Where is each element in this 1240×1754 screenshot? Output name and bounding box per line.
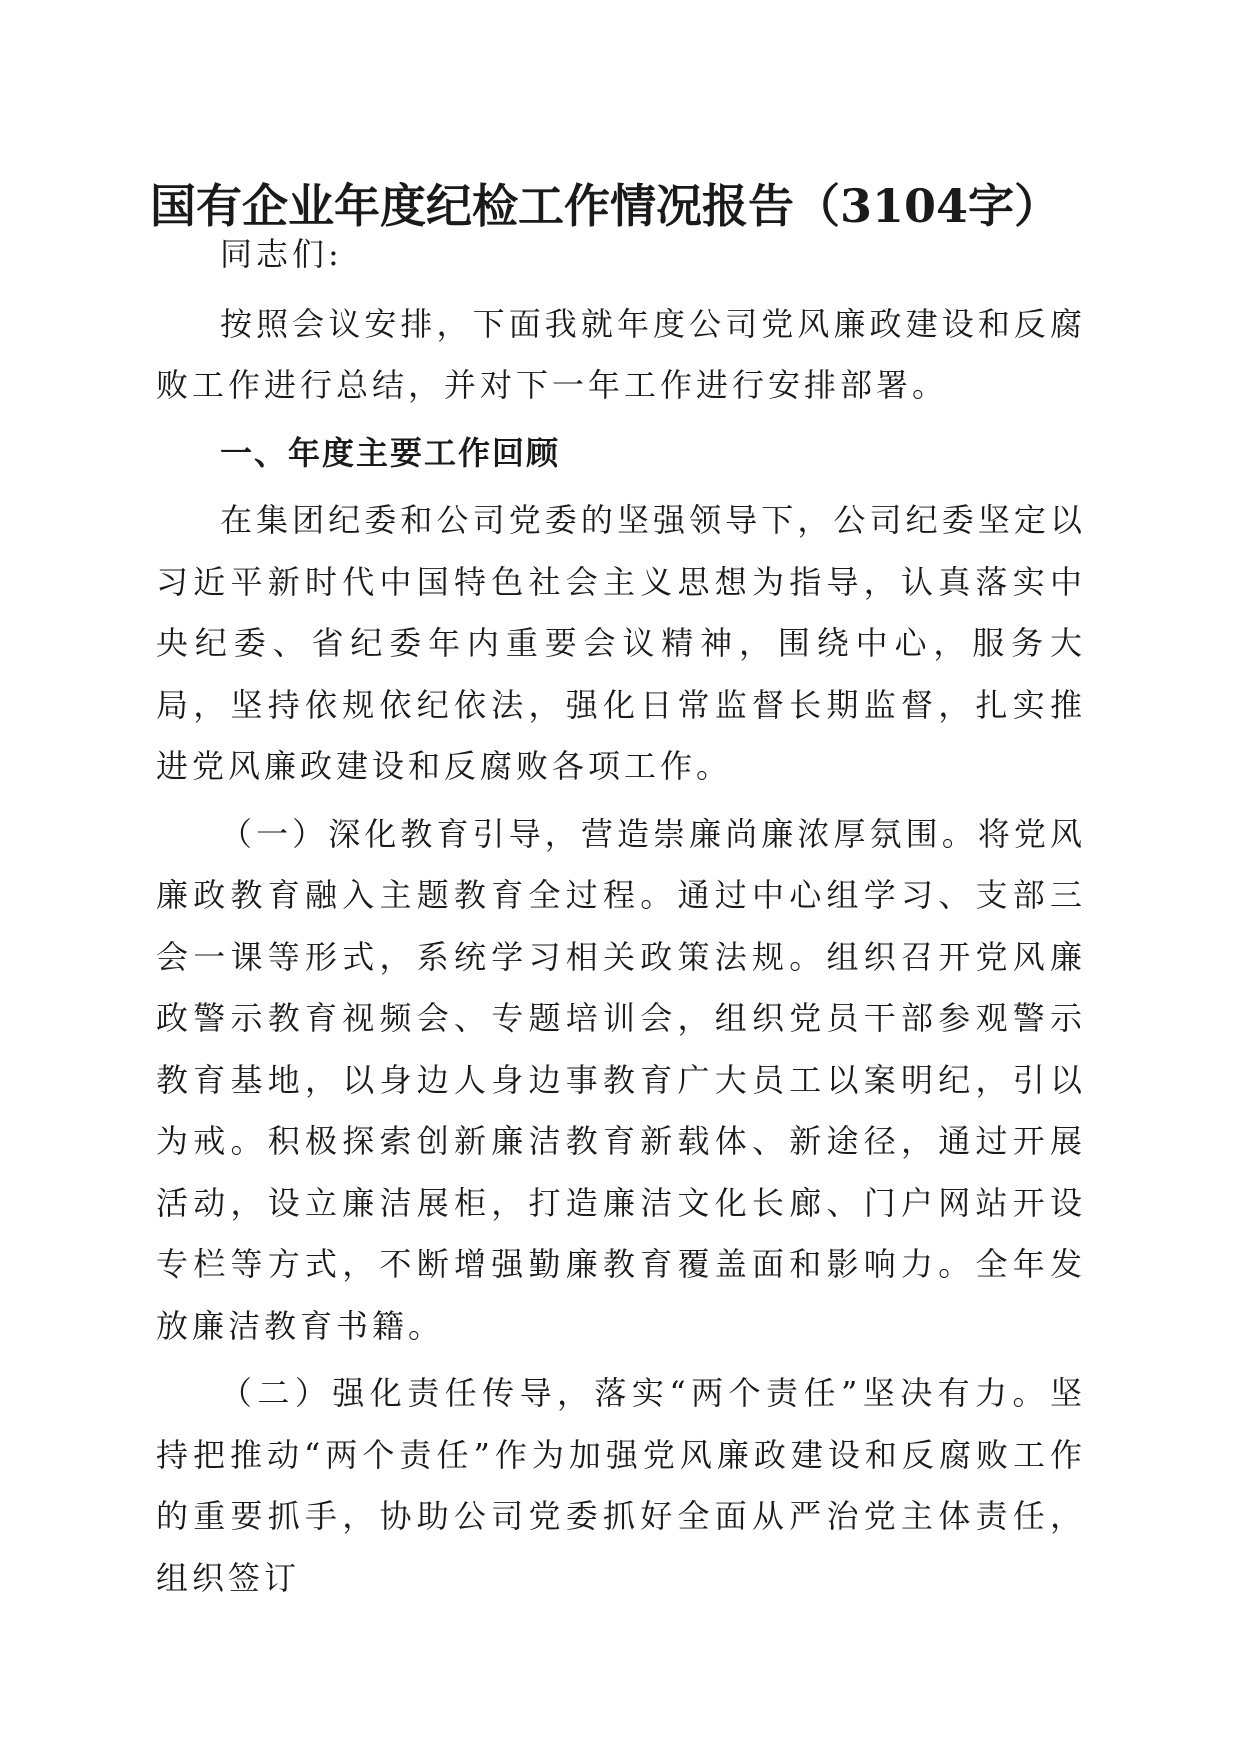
salutation: 同志们:: [220, 235, 343, 273]
item-2-paragraph: （二）强化责任传导，落实“两个责任”坚决有力。坚持把推动“两个责任”作为加强党风廉政建设和反腐败工作的重要抓手，协助公司党委抓好全面从严治党主体责任，组织签订: [156, 1374, 1086, 1597]
item-1-paragraph: （一）深化教育引导，营造崇廉尚廉浓厚氛围。将党风廉政教育融入主题教育全过程。通过中心组学习、支部三会一课等形式，系统学习相关政策法规。组织召开党风廉政警示教育视频会、专题培训会，组织党员干部参观警示教育基地，以身边人身边事教育广大员工以案明纪，引以为戒。积极探索创新廉洁教育新载体、新途径，通过开展活动，设立廉洁展柜，打造廉洁文化长廊、门户网站开设专栏等方式，不断增强勤廉教育覆盖面和影响力。全年发放廉洁教育书籍。: [156, 814, 1086, 1345]
intro-paragraph: 按照会议安排，下面我就年度公司党风廉政建设和反腐败工作进行总结，并对下一年工作进行安排部署。: [156, 304, 1086, 404]
section-lead-paragraph: 在集团纪委和公司党委的坚强领导下，公司纪委坚定以习近平新时代中国特色社会主义思想为指导，认真落实中央纪委、省纪委年内重要会议精神，围绕中心，服务大局，坚持依规依纪依法，强化日常监督长期监督，扎实推进党风廉政建设和反腐败各项工作。: [156, 501, 1086, 785]
document-title: 国有企业年度纪检工作情况报告（3104字）: [150, 179, 1061, 233]
section-heading: 一、年度主要工作回顾: [220, 433, 561, 472]
document-body: [156, 224, 1086, 1615]
